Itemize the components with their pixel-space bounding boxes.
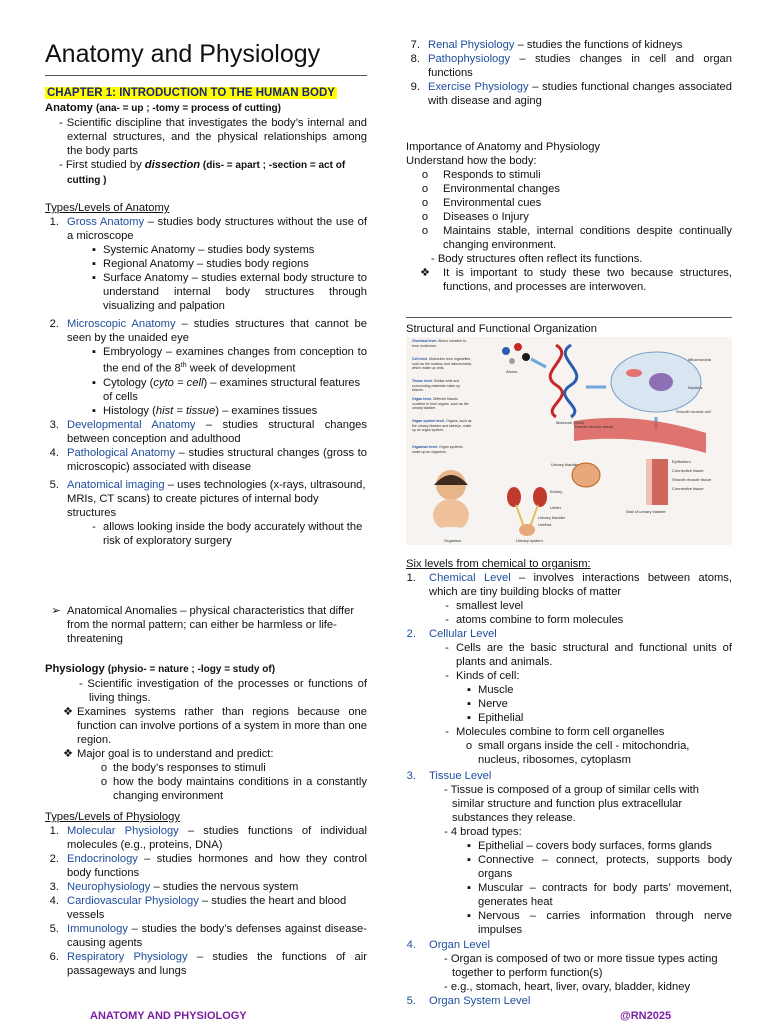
list-item: ▪ Surface Anatomy – studies external body structure to understand internal body structures through visualizing and palpation xyxy=(92,272,367,312)
footer-tag: @RN2025 xyxy=(620,1010,672,1022)
importance-section xyxy=(406,140,732,294)
chapter-heading: CHAPTER 1: INTRODUCTION TO THE HUMAN BODY xyxy=(47,87,335,99)
page-title: Anatomy and Physiology xyxy=(45,40,321,68)
physiology-definition xyxy=(45,662,367,803)
list-item: ▪ Muscular – contracts for body parts’ movement, generates heat xyxy=(467,882,732,908)
anatomical-anomalies: ➢ Anatomical Anomalies – physical characteristics that differ from the normal pattern; can either be harmless or life-threatening xyxy=(51,605,355,645)
list-item: 3. Neurophysiology – studies the nervous system xyxy=(49,881,299,893)
kidney-icon xyxy=(533,487,547,507)
fig-label-urethra: Urethra xyxy=(538,522,552,527)
list-item: ▪ Nervous – carries information through nerve impulses xyxy=(467,910,732,936)
list-item: o small organs inside the cell - mitochondria, nucleus, ribosomes, cytoplasm xyxy=(465,740,690,766)
epithelium-icon xyxy=(646,459,652,505)
anatomy-def-2: - First studied by dissection (dis- = apart ; -section = act of cutting ) xyxy=(59,159,346,186)
importance-dash: - Body structures often reflect its functions. xyxy=(431,253,643,265)
list-item: 2. Cellular Level xyxy=(406,628,497,640)
list-item: o how the body maintains conditions in a constantly changing environment xyxy=(100,776,367,802)
section-rule xyxy=(406,317,732,318)
anatomy-definition xyxy=(45,101,367,188)
list-item: o Environmental changes xyxy=(421,183,560,195)
fig-label-conn2: Connective tissue xyxy=(672,486,704,491)
ureter-icon xyxy=(516,505,538,527)
kidney-icon xyxy=(507,487,521,507)
atom-icon xyxy=(514,343,522,351)
fig-label-smt: Smooth muscle tissue xyxy=(574,424,614,429)
list-item: 1. Gross Anatomy – studies body structures without the use of a microscope xyxy=(49,216,367,242)
baby-body-icon xyxy=(433,499,469,531)
types-physiology-heading: Types/Levels of Physiology xyxy=(45,811,180,823)
list-item: ▪ Epithelial xyxy=(467,712,524,724)
list-item: ▪ Cytology (cyto = cell) – examines structural features of cells xyxy=(92,376,361,403)
list-item: ▪ Epithelial – covers body surfaces, forms glands xyxy=(467,840,712,852)
list-item: - allows looking inside the body accurately without the risk of exploratory surgery xyxy=(92,520,363,547)
dna-strand-icon xyxy=(550,345,562,417)
list-item: 2. Endocrinology – studies hormones and how they control body functions xyxy=(49,853,367,879)
footer-title: ANATOMY AND PHYSIOLOGY xyxy=(90,1010,247,1022)
list-item: o Maintains stable, internal conditions despite continually changing environment. xyxy=(421,225,732,251)
list-item: 6. Respiratory Physiology – studies the functions of air passageways and lungs xyxy=(49,951,367,977)
list-item: 5. Organ System Level xyxy=(406,995,531,1007)
list-item: 4. Cardiovascular Physiology – studies the heart and blood vessels xyxy=(49,895,347,921)
list-item: 5. Immunology – studies the body’s defenses against disease-causing agents xyxy=(49,923,367,949)
physiology-def: - Scientific investigation of the processes or functions of living things. xyxy=(79,678,367,704)
fig-label-conn: Connective tissue xyxy=(672,468,704,473)
physiology-etym: (physio- = nature ; -logy = study of) xyxy=(107,664,276,675)
list-item: ▪ Embryology – examines changes from conception to the end of the 8th week of development xyxy=(92,346,367,375)
list-item: o Responds to stimuli xyxy=(421,169,541,181)
list-item: - smallest level xyxy=(445,600,524,612)
structural-heading: Structural and Functional Organization xyxy=(406,323,597,335)
figure-level-organ: Organ level. Different tissues combine to form organs, such as the urinary bladder. xyxy=(412,397,469,410)
list-item: 2. Microscopic Anatomy – studies structures that cannot be seen by the unaided eye xyxy=(49,318,367,344)
anatomy-term: Anatomy xyxy=(45,102,93,114)
list-item: ❖ Examines systems rather than regions because one function can involve portions of a system in more than one region. xyxy=(62,706,367,746)
organ-examples: - e.g., stomach, heart, liver, ovary, bladder, kidney xyxy=(444,981,691,993)
list-item: ▪ Systemic Anatomy – studies body systems xyxy=(92,244,315,256)
types-physiology-continued xyxy=(406,38,732,108)
fig-label-bladder: Urinary bladder xyxy=(551,462,579,467)
fig-label-nucleus: Nucleus xyxy=(688,385,703,390)
tissue-types-label: - 4 broad types: xyxy=(444,826,522,838)
list-item: o Diseases o Injury xyxy=(421,211,529,223)
atom-icon xyxy=(522,353,530,361)
fig-label-system: Urinary system xyxy=(516,538,543,543)
atom-icon xyxy=(502,347,510,355)
list-item: ▪ Nerve xyxy=(467,698,508,710)
fig-label-molecule: Molecule (DNA) xyxy=(556,420,585,425)
fig-label-ureter: Ureter xyxy=(550,505,562,510)
urinary-bladder-icon xyxy=(519,524,535,536)
nucleus-icon xyxy=(649,373,673,391)
fig-label-ub: Urinary bladder xyxy=(538,515,566,520)
list-item: - Molecules combine to form cell organelles xyxy=(445,726,665,738)
list-item: ▪ Histology (hist = tissue) – examines tissues xyxy=(92,404,318,417)
arrow-icon xyxy=(531,359,546,367)
list-item: - atoms combine to form molecules xyxy=(445,614,624,626)
fig-label-wall: Wall of urinary bladder xyxy=(626,509,666,514)
list-item: ❖ Major goal is to understand and predict: xyxy=(62,748,274,760)
list-item: 7. Renal Physiology – studies the functions of kidneys xyxy=(410,39,683,51)
list-item: 1. Chemical Level – involves interactions between atoms, which are tiny building blocks of matter xyxy=(406,572,733,598)
list-item: 9. Exercise Physiology – studies functional changes associated with disease and aging xyxy=(410,81,732,107)
types-anatomy-heading: Types/Levels of Anatomy xyxy=(45,202,170,214)
fig-label-organism: Organism xyxy=(444,538,462,543)
organization-figure xyxy=(406,337,732,545)
list-item: 4. Organ Level xyxy=(406,939,490,951)
figure-level-tissue: Tissue level. Similar cells and surrounding materials make up tissues. xyxy=(412,379,461,392)
list-item: - Cells are the basic structural and functional units of plants and animals. xyxy=(445,642,732,668)
organ-def: - Organ is composed of two or more tissue types acting together to perform function(s) xyxy=(444,953,718,979)
list-item: 1. Molecular Physiology – studies functions of individual molecules (e.g., proteins, DNA) xyxy=(49,825,367,851)
types-of-physiology xyxy=(45,810,367,978)
list-item: 5. Anatomical imaging – uses technologies (x-rays, ultrasound, MRIs, CT scans) to create pictures of internal body structures xyxy=(49,478,366,519)
fig-label-kidney: Kidney xyxy=(550,489,563,494)
tissue-def: - Tissue is composed of a group of similar cells with similar structure and function plus extracellular substances they release. xyxy=(444,784,699,824)
figure-level-chemical: Chemical level. Atoms combine to form molecules. xyxy=(412,339,467,348)
mitochondria-icon xyxy=(626,369,642,377)
figure-level-cell: Cell level. Molecules form organelles, such as the nucleus and mitochondria, which make up cells. xyxy=(412,357,472,370)
importance-intro: Understand how the body: xyxy=(406,155,537,167)
anatomy-etym: (ana- = up ; -tomy = process of cutting) xyxy=(95,103,281,114)
list-item: ▪ Muscle xyxy=(467,684,514,696)
list-item: 4. Pathological Anatomy – studies structural changes (gross to microscopic) associated with disease xyxy=(49,446,367,473)
fig-label-smt2: Smooth muscle tissue xyxy=(672,477,712,482)
physiology-term: Physiology xyxy=(45,663,105,675)
types-of-anatomy xyxy=(45,201,367,548)
list-item: 3. Developmental Anatomy – studies structural changes between conception and adulthood xyxy=(49,418,367,445)
six-levels xyxy=(406,557,732,1008)
list-item: 8. Pathophysiology – studies changes in cell and organ functions xyxy=(410,53,732,79)
figure-level-organism: Organism level. Organ systems make up an organism. xyxy=(412,445,463,454)
atom-icon xyxy=(509,358,515,364)
fig-label-atoms: Atoms xyxy=(506,369,518,374)
figure-level-system: Organ system level. Organs, such as the urinary bladder and kidneys, make up an organ system. xyxy=(412,419,472,432)
list-item: o Environmental cues xyxy=(421,197,542,209)
importance-heading: Importance of Anatomy and Physiology xyxy=(406,141,601,153)
list-item: o the body’s responses to stimuli xyxy=(100,762,266,774)
dna-strand-icon xyxy=(565,345,577,417)
organization-illustration xyxy=(406,337,732,545)
list-item: ❖ It is important to study these two because structures, functions, and processes are interwoven. xyxy=(419,267,732,293)
list-item: - Kinds of cell: xyxy=(445,670,520,682)
anatomy-def-1: - Scientific discipline that investigates the body’s internal and external structures, and the physical relationships among the body parts xyxy=(59,117,367,157)
list-item: ▪ Connective – connect, protects, supports body organs xyxy=(467,854,732,880)
list-item: ▪ Regional Anatomy – studies body regions xyxy=(92,258,309,270)
six-levels-heading: Six levels from chemical to organism: xyxy=(406,558,591,570)
fig-label-mito: Mitochondria xyxy=(688,357,711,362)
fig-label-epi: Epithelium xyxy=(672,459,691,464)
title-rule xyxy=(45,75,367,76)
list-item: 3. Tissue Level xyxy=(406,770,492,782)
fig-label-smc: Smooth muscle cell xyxy=(676,409,711,414)
